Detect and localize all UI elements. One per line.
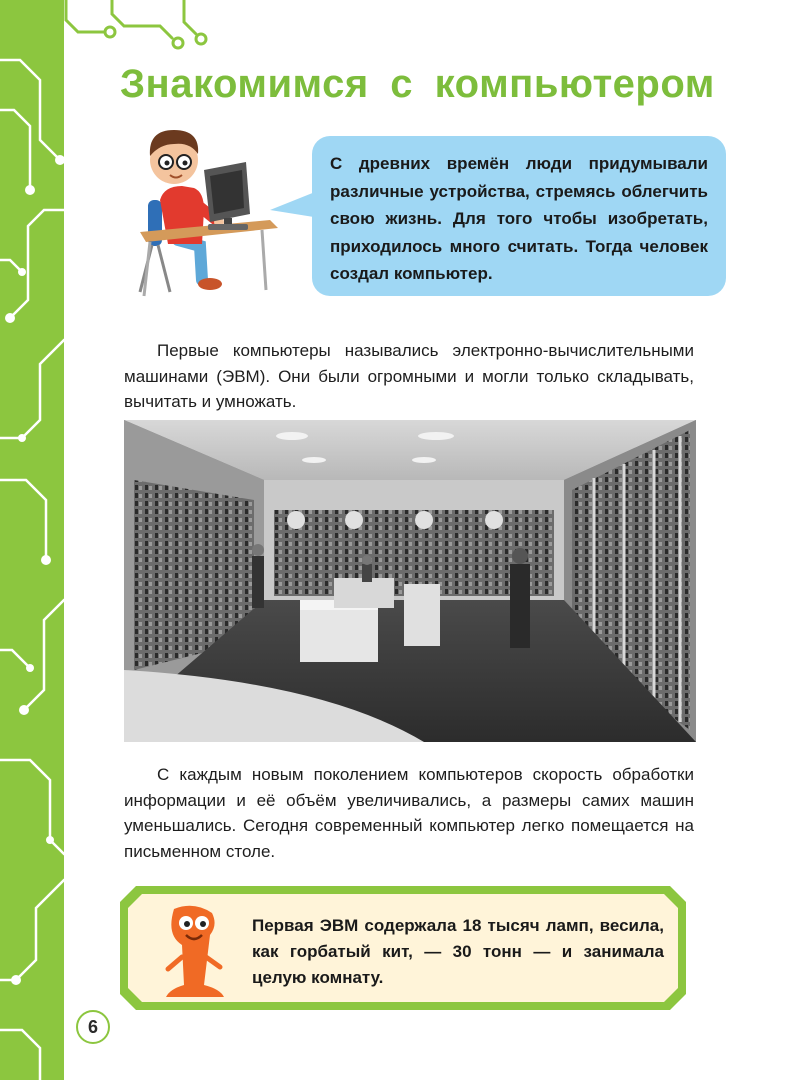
early-computer-room-photo bbox=[124, 420, 696, 742]
circuit-pattern-strip bbox=[0, 0, 64, 1080]
circuit-board-icon bbox=[0, 0, 64, 1080]
computer-room-photo-icon bbox=[124, 420, 696, 742]
page-number: 6 bbox=[76, 1010, 110, 1044]
generations-paragraph: С каждым новым поколением компьютеров скорость обработки информации и её объём увеличивались, а размеры самих машин уменьшались. Сегодня современный компьютер легко помещается на письменном столе. bbox=[124, 765, 694, 861]
speech-bubble-text: С древних времён люди придумывали различные устройства, стремясь облегчить свою жизнь. Для того чтобы изобретать, приходилось много считать. Тогда человек создал компьютер. bbox=[330, 154, 708, 284]
boy-at-computer-icon bbox=[130, 120, 280, 305]
fact-text: Первая ЭВМ содержала 18 тысяч ламп, весила, как горбатый кит, — 30 тонн — и занимала целую комнату. bbox=[252, 916, 664, 987]
orange-monster-mascot-icon bbox=[160, 905, 230, 1000]
circuit-top-decoration-icon bbox=[64, 0, 264, 55]
page-title: Знакомимся с компьютером bbox=[120, 62, 715, 106]
intro-paragraph: Первые компьютеры назывались электронно-вычислительными машинами (ЭВМ). Они были огромными и могли только складывать, вычитать и умножать. bbox=[124, 341, 694, 411]
